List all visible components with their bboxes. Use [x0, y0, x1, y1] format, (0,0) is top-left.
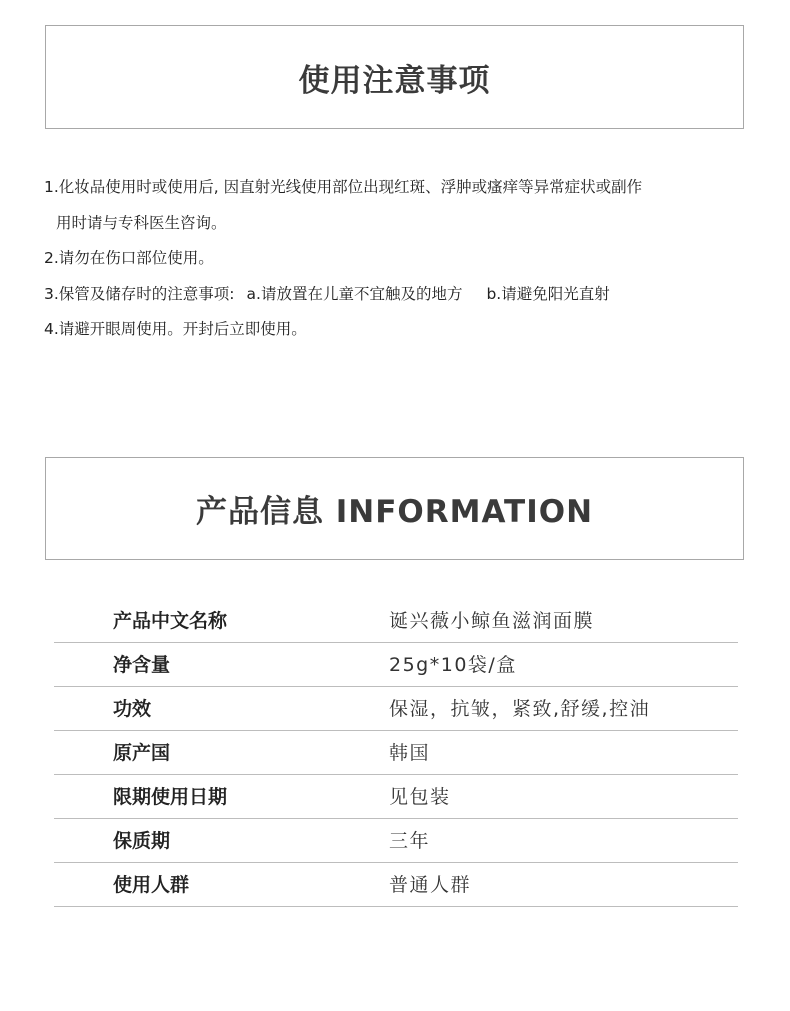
table-row [54, 732, 738, 775]
note-item-3-prefix: 3.保管及储存时的注意事项: [44, 284, 235, 303]
table-row [54, 644, 738, 687]
row-value: 见包装 [389, 786, 451, 808]
note-item-3 [44, 277, 744, 313]
row-label: 保质期 [113, 830, 171, 852]
row-label: 功效 [113, 698, 152, 720]
note-item-4: 4.请避开眼周使用。开封后立即使用。 [44, 320, 307, 338]
note-item-3-b: b.请避免阳光直射 [486, 284, 610, 303]
info-title-box [45, 457, 744, 560]
product-info-table [54, 600, 738, 907]
table-row [54, 864, 738, 907]
row-value: 三年 [389, 830, 431, 852]
row-label: 净含量 [113, 654, 171, 676]
row-value: 保湿，抗皱，紧致,舒缓,控油 [389, 698, 651, 720]
usage-notes [44, 170, 744, 348]
row-value: 普通人群 [389, 874, 472, 896]
table-row [54, 820, 738, 863]
usage-section-title: 使用注意事项 [298, 62, 491, 99]
table-row [54, 776, 738, 819]
row-value: 25g*10袋/盒 [389, 654, 517, 676]
table-row [54, 600, 738, 643]
row-label: 产品中文名称 [113, 610, 228, 632]
row-label: 原产国 [113, 742, 171, 764]
row-value: 诞兴薇小鲸鱼滋润面膜 [389, 610, 595, 632]
table-row [54, 688, 738, 731]
row-value: 韩国 [389, 742, 431, 764]
note-item-3-a: a.请放置在儿童不宜触及的地方 [246, 284, 463, 303]
note-item-2: 2.请勿在伤口部位使用。 [44, 249, 214, 267]
note-item-1: 1.化妆品使用时或使用后, 因直射光线使用部位出现红斑、浮肿或瘙痒等异常症状或副作 [44, 178, 643, 196]
note-item-1-continued: 用时请与专科医生咨询。 [56, 213, 227, 232]
row-label: 限期使用日期 [113, 786, 228, 808]
info-section-title: 产品信息 INFORMATION [195, 494, 594, 530]
row-label: 使用人群 [113, 874, 190, 896]
usage-title-box [45, 25, 744, 129]
